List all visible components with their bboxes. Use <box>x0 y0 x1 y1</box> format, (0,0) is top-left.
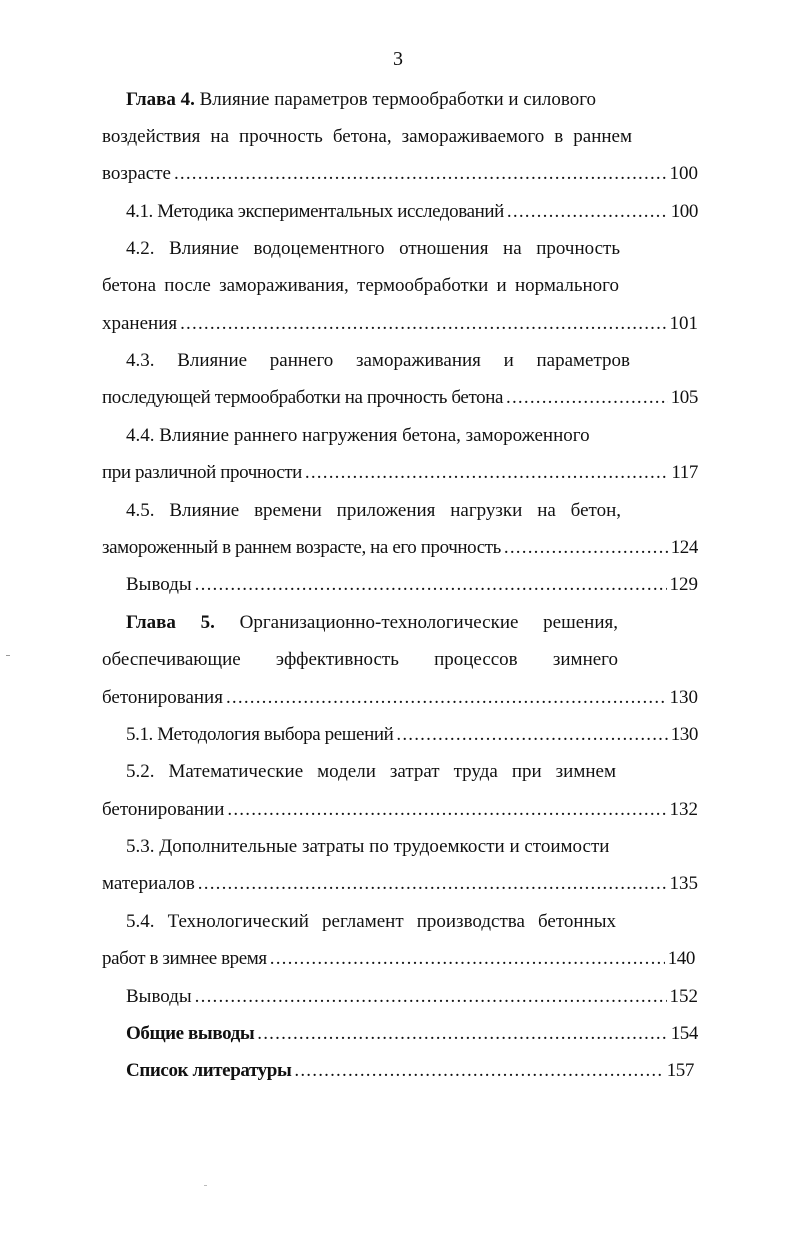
general-conclusions-page: 154 <box>670 1023 698 1044</box>
toc-section-4-2-line-1: 4.2. Влияние водоцементного отношения на прочность <box>126 238 620 259</box>
references-page: 157 <box>666 1060 694 1081</box>
toc-section-5-4-line-1: 5.4. Технологический регламент производства бетонных <box>126 911 616 932</box>
chapter-5-page: 130 <box>669 687 698 708</box>
dot-leader <box>174 160 667 188</box>
section-5-3-title-part-2: материалов <box>102 873 195 894</box>
toc-section-4-4-entry[interactable] <box>102 459 698 487</box>
chapter-5-title-part-1: Организационно-технологические решения, <box>214 612 618 633</box>
toc-section-5-3-line-1: 5.3. Дополнительные затраты по трудоемкости и стоимости <box>126 836 610 857</box>
chapter-4-title-part-1: Влияние параметров термообработки и силового <box>194 89 597 110</box>
toc-section-4-3-entry[interactable] <box>102 384 698 412</box>
general-conclusions-title: Общие выводы <box>126 1023 255 1044</box>
toc-chapter-5-line-2: обеспечивающие эффективность процессов зимнего <box>102 649 618 670</box>
toc-chapter-4-entry[interactable] <box>102 160 698 188</box>
toc-chapter-5-line-1 <box>126 609 618 637</box>
chapter-4-title-part-3: возрасте <box>102 163 171 184</box>
toc-conclusions-4[interactable] <box>126 571 698 599</box>
chapter-5-label: Глава 5. <box>126 612 215 633</box>
dot-leader <box>396 721 667 749</box>
section-4-2-page: 101 <box>669 313 698 334</box>
toc-section-4-5-entry[interactable] <box>102 534 698 562</box>
chapter-5-title-part-3: бетонирования <box>102 687 223 708</box>
section-4-3-title-part-2: последующей термообработки на прочность бетона <box>102 387 504 408</box>
dot-leader <box>506 384 668 412</box>
section-5-4-page: 140 <box>667 948 695 969</box>
toc-section-5-1[interactable] <box>126 721 698 749</box>
toc-section-5-2-line-1: 5.2. Математические модели затрат труда при зимнем <box>126 761 616 782</box>
dot-leader <box>305 459 668 487</box>
dot-leader <box>226 684 667 712</box>
toc-section-4-1[interactable] <box>126 198 698 226</box>
toc-section-5-2-entry[interactable] <box>102 796 698 824</box>
conclusions-5-page: 152 <box>669 986 698 1007</box>
section-5-3-page: 135 <box>669 873 698 894</box>
toc-chapter-4-line-1 <box>126 86 621 114</box>
dot-leader <box>507 198 668 226</box>
dot-leader <box>294 1057 663 1085</box>
dot-leader <box>504 534 668 562</box>
toc-conclusions-5[interactable] <box>126 983 698 1011</box>
toc-section-4-4-line-1: 4.4. Влияние раннего нагружения бетона, замороженного <box>126 425 590 446</box>
page-number: 3 <box>393 48 403 70</box>
dot-leader <box>195 571 667 599</box>
toc-section-4-5-line-1: 4.5. Влияние времени приложения нагрузки на бетон, <box>126 500 621 521</box>
toc-general-conclusions[interactable] <box>126 1020 698 1048</box>
dot-leader <box>195 983 667 1011</box>
toc-section-4-3-line-1: 4.3. Влияние раннего замораживания и параметров <box>126 350 630 371</box>
toc-references[interactable] <box>126 1057 694 1085</box>
section-4-3-page: 105 <box>670 387 698 408</box>
toc-chapter-5-entry[interactable] <box>102 684 698 712</box>
section-4-1-title: 4.1. Методика экспериментальных исследований <box>126 201 504 222</box>
dot-leader <box>180 310 666 338</box>
scan-speck <box>204 1185 207 1186</box>
toc-section-5-3-entry[interactable] <box>102 870 698 898</box>
section-4-4-page: 117 <box>671 462 698 483</box>
conclusions-4-page: 129 <box>669 574 698 595</box>
toc-section-4-2-line-2: бетона после замораживания, термообработки и нормального <box>102 275 619 296</box>
dot-leader <box>270 945 665 973</box>
section-5-2-title-part-2: бетонировании <box>102 799 225 820</box>
toc-section-4-2-entry[interactable] <box>102 310 698 338</box>
section-4-5-page: 124 <box>670 537 698 558</box>
section-5-2-page: 132 <box>669 799 698 820</box>
section-5-1-page: 130 <box>670 724 698 745</box>
conclusions-4-title: Выводы <box>126 574 192 595</box>
section-4-2-title-part-3: хранения <box>102 313 178 334</box>
scan-speck <box>6 655 10 656</box>
references-title: Список литературы <box>126 1060 292 1081</box>
chapter-4-label: Глава 4. <box>126 89 195 110</box>
section-4-1-page: 100 <box>670 201 698 222</box>
section-5-1-title: 5.1. Методология выбора решений <box>126 724 394 745</box>
section-4-4-title-part-2: при различной прочности <box>102 462 302 483</box>
dot-leader <box>227 796 666 824</box>
conclusions-5-title: Выводы <box>126 986 192 1007</box>
toc-chapter-4-line-2: воздействия на прочность бетона, замораживаемого в раннем <box>102 126 632 147</box>
dot-leader <box>198 870 667 898</box>
chapter-4-page: 100 <box>669 163 698 184</box>
section-4-5-title-part-2: замороженный в раннем возрасте, на его прочность <box>102 537 501 558</box>
toc-section-5-4-entry[interactable] <box>102 945 695 973</box>
dot-leader <box>257 1020 667 1048</box>
section-5-4-title-part-2: работ в зимнее время <box>102 948 267 969</box>
